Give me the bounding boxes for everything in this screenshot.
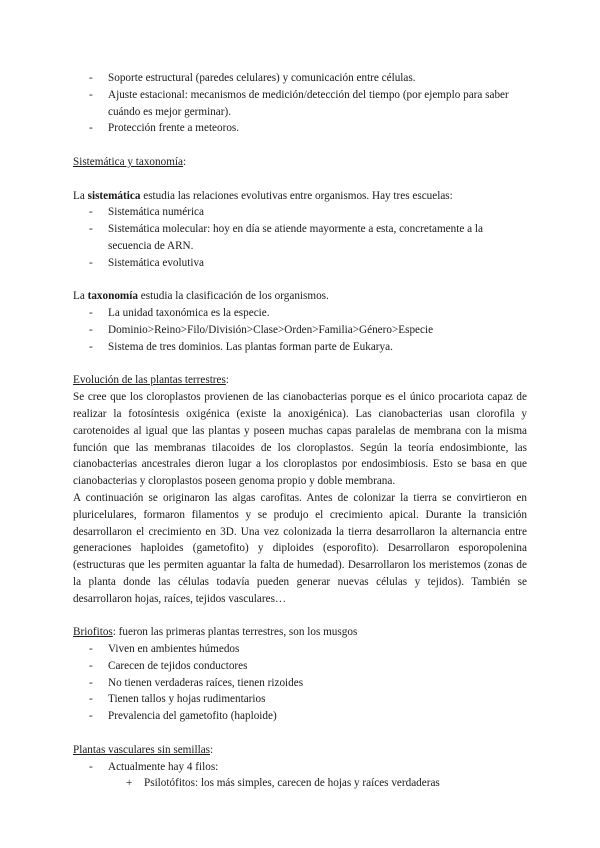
dash-bullet: - <box>89 122 93 135</box>
heading-suffix: : <box>210 743 214 756</box>
evolucion-paragraph-1: Se cree que los cloroplastos provienen de las cianobacterias porque es el único procariota capaz de realizar la fotosíntesis oxigénica (existe la anoxigénica). Las cianobacterias usan clorofila y carotenoides al igual que las plantas y poseen muchas capas paralelas de membrana con la misma función que las membranas tilacoides de los cloroplastos. Según la teoría endosimbionte, las cianobacterias ancestrales dieron lugar a los cloroplastos por endosimbiosis. Esto se basa en que cianobacterias y cloroplastos poseen genoma propio y doble membrana. <box>73 391 527 488</box>
list-item <box>73 255 527 272</box>
intro-list <box>73 70 527 137</box>
document-page <box>73 70 527 792</box>
list-item <box>73 305 527 322</box>
list-item <box>73 221 527 255</box>
dash-bullet: - <box>89 88 93 101</box>
evolucion-paragraph-2: A continuación se originaron las algas carofitas. Antes de colonizar la tierra se convirtieron en pluricelulares, formaron filamentos y se produjo el crecimiento apical. Durante la transición desarrollaron el crecimiento en 3D. Una vez colonizada la tierra desarrollaron la alternancia entre generaciones haploides (gametofito) y diploides (esporofito). Desarrollaron esporopolenina (estructuras que les permiten aguantar la falta de humedad). Desarrollaron los meristemos (zonas de la planta donde las células todavía pueden generar nuevas células y tejidos). También se desarrollaron hojas, raíces, tejidos vasculares… <box>73 491 527 605</box>
sistematica-definition: La sistemática estudia las relaciones evolutivas entre organismos. Hay tres escuelas: <box>73 189 453 202</box>
dash-bullet: - <box>89 760 93 773</box>
section-heading-briofitos <box>73 624 527 641</box>
term-taxonomia: taxonomía <box>87 290 138 303</box>
plus-bullet: + <box>126 777 133 790</box>
dash-bullet: - <box>89 710 93 723</box>
heading-suffix: : fueron las primeras plantas terrestres, son los musgos <box>112 626 358 639</box>
list-item <box>73 658 527 675</box>
spacer <box>73 356 527 373</box>
list-item-text: Actualmente hay 4 filos: <box>108 760 219 773</box>
list-item-text: Psilotófitos: los más simples, carecen de hojas y raíces verdaderas <box>144 777 440 790</box>
spacer <box>73 608 527 625</box>
list-item-text: Viven en ambientes húmedos <box>108 643 240 656</box>
briofitos-list <box>73 641 527 725</box>
dash-bullet: - <box>89 256 93 269</box>
dash-bullet: - <box>89 659 93 672</box>
list-item <box>73 708 527 725</box>
taxonomia-definition: La taxonomía estudia la clasificación de los organismos. <box>73 290 329 303</box>
section-heading-evolucion <box>73 372 527 389</box>
list-item-text: Protección frente a meteoros. <box>108 122 240 135</box>
list-item <box>73 759 527 776</box>
list-item-text: Sistemática numérica <box>108 206 204 219</box>
list-item-text: La unidad taxonómica es la especie. <box>108 307 270 320</box>
list-item-text: Prevalencia del gametofito (haploide) <box>108 710 277 723</box>
dash-bullet: - <box>89 340 93 353</box>
spacer <box>73 725 527 742</box>
heading-suffix: : <box>183 155 187 168</box>
spacer <box>73 171 527 188</box>
list-item-text: No tienen verdaderas raíces, tienen rizoides <box>108 676 304 689</box>
list-item-text: Soporte estructural (paredes celulares) y comunicación entre células. <box>108 72 416 84</box>
heading-text: Plantas vasculares sin semillas <box>73 743 211 756</box>
list-item <box>73 87 527 121</box>
list-item <box>73 120 527 137</box>
spacer <box>73 137 527 154</box>
list-item <box>73 691 527 708</box>
dash-bullet: - <box>89 643 93 656</box>
list-item <box>73 641 527 658</box>
list-item-text: Ajuste estacional: mecanismos de medición/detección del tiempo (por ejemplo para saber cuándo es mejor germinar). <box>108 88 509 118</box>
vasculares-list <box>73 759 527 776</box>
dash-bullet: - <box>89 676 93 689</box>
list-item <box>73 204 527 221</box>
sistematica-list <box>73 204 527 271</box>
dash-bullet: - <box>89 223 93 236</box>
heading-text: Sistemática y taxonomía <box>73 155 183 168</box>
vasculares-sublist <box>73 775 527 792</box>
sub-list-item <box>73 775 527 792</box>
taxonomia-list <box>73 305 527 355</box>
heading-suffix: : <box>225 374 229 387</box>
list-item-text: Sistema de tres dominios. Las plantas forman parte de Eukarya. <box>108 340 393 353</box>
dash-bullet: - <box>89 323 93 336</box>
list-item-text: Sistemática molecular: hoy en día se atiende mayormente a esta, concretamente a la secuencia de ARN. <box>108 223 483 252</box>
section-heading-vasculares <box>73 742 527 759</box>
list-item <box>73 70 527 87</box>
heading-text: Briofitos <box>73 626 113 639</box>
term-sistematica: sistemática <box>87 189 141 202</box>
dash-bullet: - <box>89 72 93 84</box>
dash-bullet: - <box>89 307 93 320</box>
list-item <box>73 322 527 339</box>
list-item <box>73 675 527 692</box>
list-item-text: Dominio>Reino>Filo/División>Clase>Orden>Familia>Género>Especie <box>108 323 434 336</box>
dash-bullet: - <box>89 206 93 219</box>
spacer <box>73 272 527 289</box>
heading-text: Evolución de las plantas terrestres <box>73 374 226 387</box>
dash-bullet: - <box>89 693 93 706</box>
list-item-text: Sistemática evolutiva <box>108 256 205 269</box>
section-heading-sistematica <box>73 154 527 171</box>
list-item-text: Tienen tallos y hojas rudimentarios <box>108 693 266 706</box>
list-item-text: Carecen de tejidos conductores <box>108 659 248 672</box>
list-item <box>73 339 527 356</box>
